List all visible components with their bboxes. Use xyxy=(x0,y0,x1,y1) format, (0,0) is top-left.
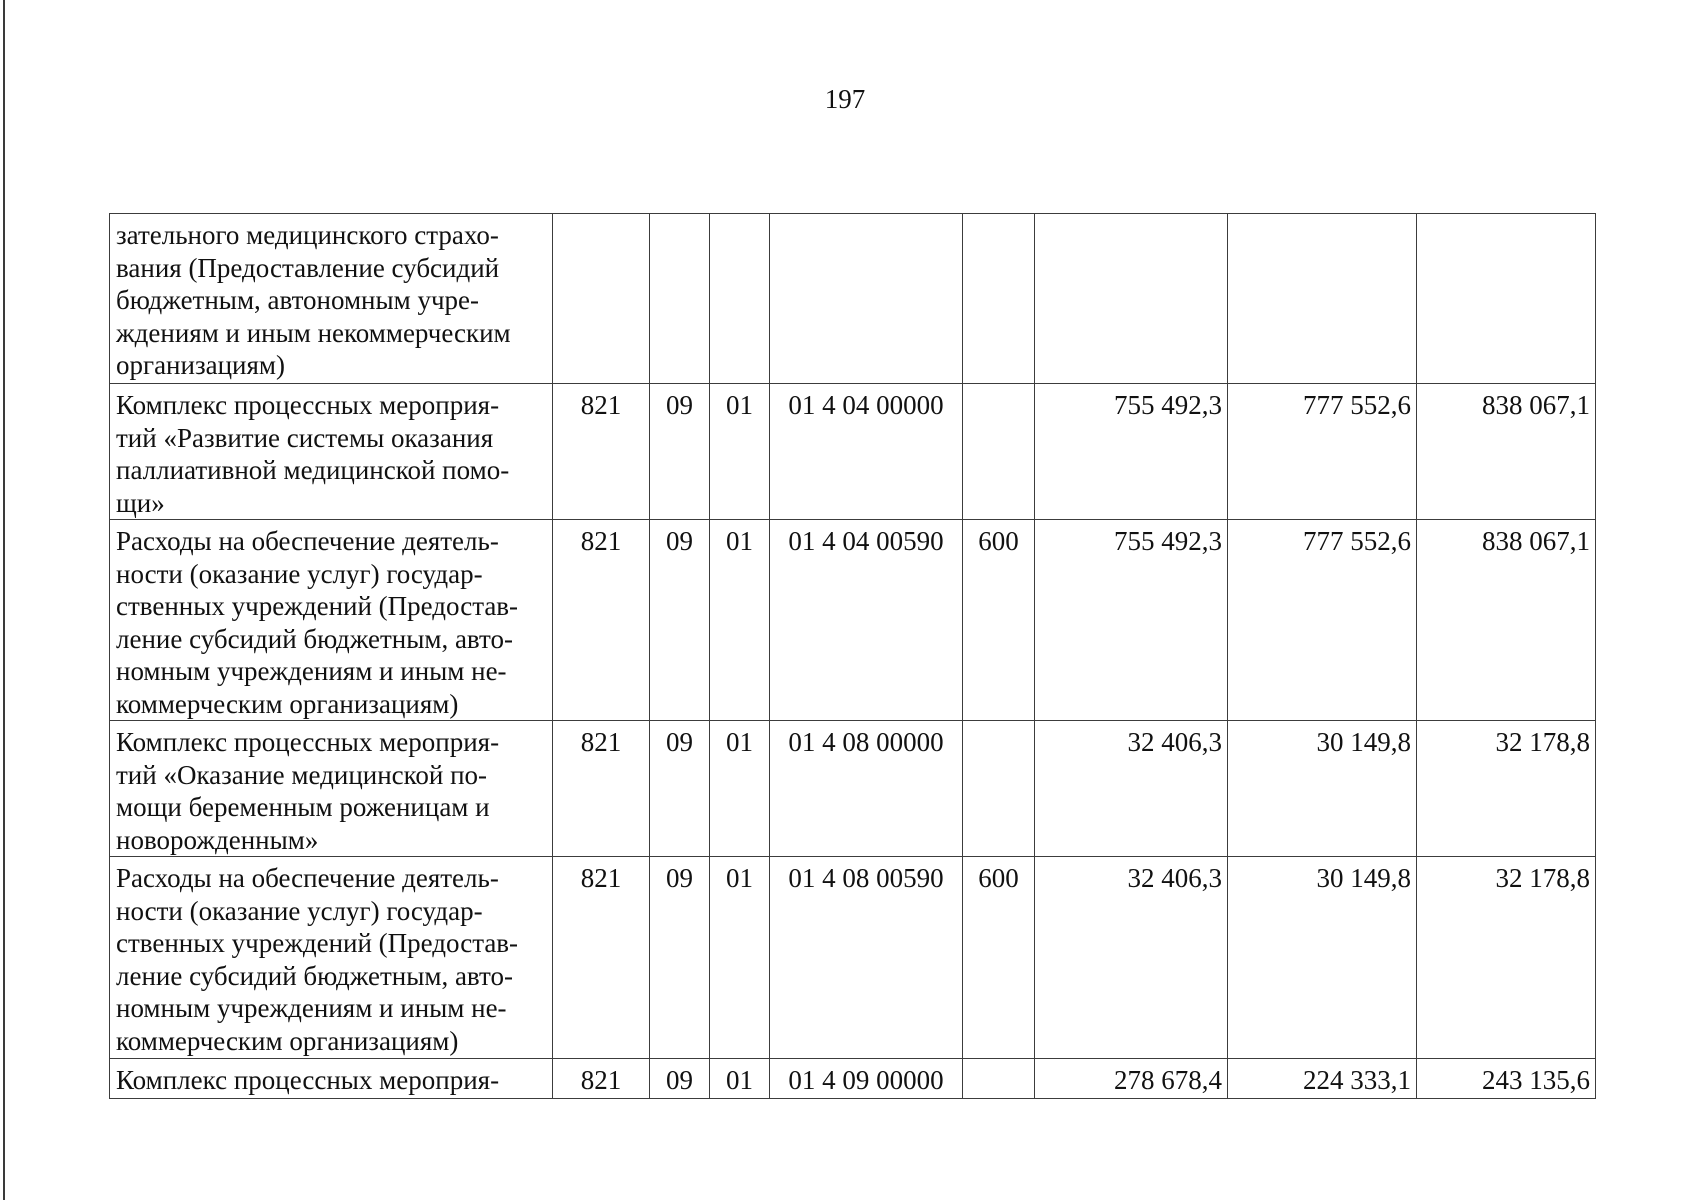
budget-table xyxy=(109,213,1596,1099)
amount-1: 755 492,3 xyxy=(1035,520,1228,721)
expense-type xyxy=(963,721,1035,857)
section-code xyxy=(650,214,710,384)
subsection-code: 01 xyxy=(710,857,770,1059)
scan-left-edge xyxy=(3,0,5,1200)
ministry-code xyxy=(553,214,650,384)
expense-type: 600 xyxy=(963,520,1035,721)
amount-2: 777 552,6 xyxy=(1228,384,1417,520)
section-code: 09 xyxy=(650,1059,710,1099)
table-row xyxy=(110,384,1596,520)
table-row xyxy=(110,520,1596,721)
section-code: 09 xyxy=(650,384,710,520)
page-number: 197 xyxy=(824,84,866,114)
amount-3: 32 178,8 xyxy=(1417,721,1596,857)
amount-3: 838 067,1 xyxy=(1417,520,1596,721)
amount-3: 32 178,8 xyxy=(1417,857,1596,1059)
expense-type xyxy=(963,1059,1035,1099)
section-code: 09 xyxy=(650,857,710,1059)
subsection-code: 01 xyxy=(710,721,770,857)
amount-1: 755 492,3 xyxy=(1035,384,1228,520)
subsection-code: 01 xyxy=(710,520,770,721)
target-article: 01 4 08 00590 xyxy=(770,857,963,1059)
ministry-code: 821 xyxy=(553,520,650,721)
table-row xyxy=(110,857,1596,1059)
ministry-code: 821 xyxy=(553,1059,650,1099)
section-code: 09 xyxy=(650,721,710,857)
amount-2: 30 149,8 xyxy=(1228,721,1417,857)
amount-1: 278 678,4 xyxy=(1035,1059,1228,1099)
amount-3: 838 067,1 xyxy=(1417,384,1596,520)
row-name: Расходы на обеспечение деятель- ности (оказание услуг) государ- ственных учреждений (Предостав- ление субсидий бюджетным, авто- номным учреждениям и иным не- коммерческим организациям) xyxy=(110,857,553,1059)
row-name: зательного медицинского страхо- вания (Предоставление субсидий бюджетным, автономным учре- ждениям и иным некоммерческим организациям) xyxy=(110,214,553,384)
amount-2: 224 333,1 xyxy=(1228,1059,1417,1099)
amount-2: 777 552,6 xyxy=(1228,520,1417,721)
row-name: Комплекс процессных мероприя- тий «Оказание медицинской по- мощи беременным роженицам и новорожденным» xyxy=(110,721,553,857)
row-name: Комплекс процессных мероприя- xyxy=(110,1059,553,1099)
amount-1: 32 406,3 xyxy=(1035,857,1228,1059)
table-row xyxy=(110,721,1596,857)
amount-1 xyxy=(1035,214,1228,384)
target-article: 01 4 09 00000 xyxy=(770,1059,963,1099)
table-row xyxy=(110,1059,1596,1099)
subsection-code xyxy=(710,214,770,384)
target-article xyxy=(770,214,963,384)
target-article: 01 4 08 00000 xyxy=(770,721,963,857)
ministry-code: 821 xyxy=(553,857,650,1059)
expense-type: 600 xyxy=(963,857,1035,1059)
ministry-code: 821 xyxy=(553,721,650,857)
expense-type xyxy=(963,214,1035,384)
amount-2: 30 149,8 xyxy=(1228,857,1417,1059)
section-code: 09 xyxy=(650,520,710,721)
ministry-code: 821 xyxy=(553,384,650,520)
expense-type xyxy=(963,384,1035,520)
amount-2 xyxy=(1228,214,1417,384)
amount-3: 243 135,6 xyxy=(1417,1059,1596,1099)
subsection-code: 01 xyxy=(710,384,770,520)
target-article: 01 4 04 00000 xyxy=(770,384,963,520)
row-name: Комплекс процессных мероприя- тий «Развитие системы оказания паллиативной медицинской помо- щи» xyxy=(110,384,553,520)
row-name: Расходы на обеспечение деятель- ности (оказание услуг) государ- ственных учреждений (Предостав- ление субсидий бюджетным, авто- номным учреждениям и иным не- коммерческим организациям) xyxy=(110,520,553,721)
subsection-code: 01 xyxy=(710,1059,770,1099)
table-row xyxy=(110,214,1596,384)
amount-3 xyxy=(1417,214,1596,384)
target-article: 01 4 04 00590 xyxy=(770,520,963,721)
amount-1: 32 406,3 xyxy=(1035,721,1228,857)
